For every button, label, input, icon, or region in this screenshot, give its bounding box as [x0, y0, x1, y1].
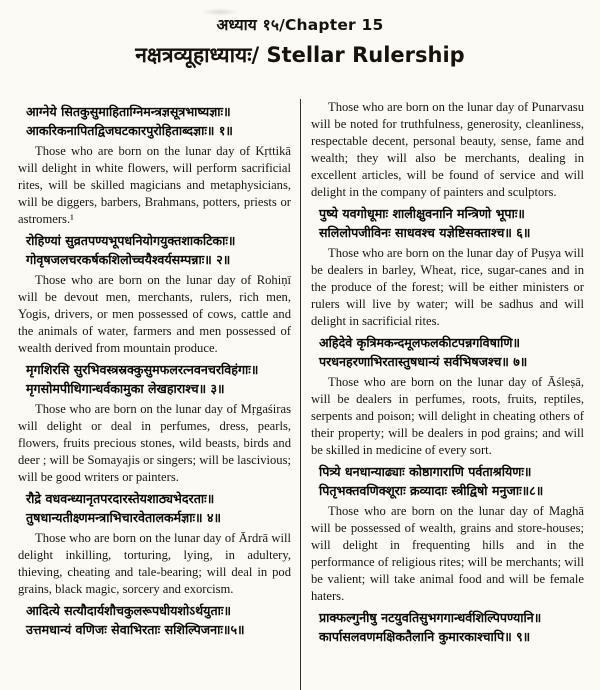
sanskrit-verse-block	[18, 601, 291, 639]
sanskrit-verse-line: रौद्रे वधवन्ध्यानृतपरदारस्तेयशाठ्यभेदरताः॥	[26, 491, 215, 506]
sanskrit-verse-block	[311, 204, 584, 242]
english-translation-paragraph: Those who are born on the lunar day of Mṛgaśiras will delight or deal in perfumes, dress, pearls, flowers, fruits precious stones, wild beasts, birds and deer ; will be Somayajis or singers; will be lascivious; will be good writers or painters.	[18, 402, 291, 484]
chapter-title-line: नक्षत्रव्यूहाध्यायः/ Stellar Rulership	[135, 43, 465, 67]
chapter-header	[0, 0, 600, 69]
right-column	[300, 99, 584, 690]
english-translation-paragraph: Those who are born on the lunar day of Punarvasu will be noted for truthfulness, generosity, cleanliness, respectable decent, personal beauty, sense, fame and wealth; they will also be merchants, dealing in excellent articles, will be found of service and will delight in the company of painters and sculptors.	[311, 100, 584, 199]
sanskrit-verse-line: तुषधान्यतीक्ष्णमन्त्राभिचारवेतालकर्मज्ञाः॥ ४॥	[26, 510, 222, 525]
sanskrit-verse-block	[18, 489, 291, 527]
sanskrit-verse-line: उत्तमधान्यं वणिजः सेवाभिरताः सशिल्पिजनाः॥५॥	[26, 622, 245, 637]
scan-smudge	[200, 8, 240, 16]
sanskrit-verse-block	[18, 102, 291, 140]
english-translation-paragraph: Those who are born on the lunar day of Maghā will be possessed of wealth, grains and store-houses; will delight in frequenting hills and in the performance of religious rites; will be merchants; will be valient; will take animal food and will be female haters.	[311, 504, 584, 603]
chapter-number-line: अध्याय १५/Chapter 15	[216, 16, 384, 34]
sanskrit-verse-block	[311, 608, 584, 646]
sanskrit-verse-line: पुष्ये यवगोधूमाः शालीक्षुवनानि मन्त्रिणो भूपाः॥	[319, 206, 525, 221]
sanskrit-verse-line: मृगशिरसि सुरभिवस्त्रस्रक्कुसुमफलरत्नवनचरविहंगाः॥	[26, 362, 259, 377]
sanskrit-verse-block	[311, 462, 584, 500]
sanskrit-verse-line: आकरिकनापितद्विजघटकारपुरोहिताब्दज्ञाः॥ १॥	[26, 123, 233, 138]
english-translation-paragraph: Those who are born on the lunar day of Rohiṇī will be devout men, merchants, rulers, rich men, Yogis, drivers, or men possessed of cows, cattle and the animals of water, farmers and men possessed of wealth derived from mountain produce.	[18, 273, 291, 355]
sanskrit-verse-block	[18, 231, 291, 269]
sanskrit-verse-line: गोवृषजलचरकर्षकशिलोच्चयैश्वर्यसम्पन्नाः॥ २॥	[26, 252, 231, 267]
sanskrit-verse-line: मृगसोमपीथिगान्धर्वकामुका लेखहाराश्च॥ ३॥	[26, 381, 225, 396]
left-column	[18, 99, 300, 690]
sanskrit-verse-line: कार्पासलवणमक्षिकतैलानि कुमारकाश्चापि॥ ९॥	[319, 629, 531, 644]
sanskrit-verse-line: रोहिण्यां सुव्रतपण्यभूपधनियोगयुक्तशाकटिकाः॥	[26, 233, 236, 248]
sanskrit-verse-line: अहिदेवे कृत्रिमकन्दमूलफलकीटपन्नगविषाणि॥	[319, 335, 521, 350]
sanskrit-verse-block	[18, 360, 291, 398]
sanskrit-verse-line: सलिलोपजीविनः साधवश्च यज्ञेष्टिसक्ताश्च॥ ६॥	[319, 225, 531, 240]
sanskrit-verse-line: परधनहरणाभिरतास्तुषधान्यं सर्वभिषजश्च॥ ७॥	[319, 354, 528, 369]
sanskrit-verse-line: पित्र्ये धनधान्याढ्याः कोष्ठागाराणि पर्वताश्रयिणः॥	[319, 464, 532, 479]
two-column-text	[0, 99, 600, 690]
sanskrit-verse-line: प्राक्फल्गुनीषु नटयुवतिसुभगगान्धर्वशिल्पिपण्यानि॥	[319, 610, 542, 625]
sanskrit-verse-block	[311, 333, 584, 371]
english-translation-paragraph: Those who are born on the lunar day of Kṛttikā will delight in white flowers, will perform sacrificial rites, will be skilled magicians and metaphysicians, will be diggers, barbers, Brahmans, potters, priests or astromers.¹	[18, 144, 291, 226]
english-translation-paragraph: Those who are born on the lunar day of Āśleṣā, will be dealers in perfumes, roots, fruits, reptiles, serpents and poison; will delight in cheating others of their property; will be dealers in pod grains; and will be skilled in medicine of every sort.	[311, 375, 584, 457]
sanskrit-verse-line: आग्नेये सितकुसुमाहिताग्निमन्त्रज्ञसूत्रभाष्यज्ञाः॥	[26, 104, 231, 119]
english-translation-paragraph: Those who are born on the lunar day of Puṣya will be dealers in barley, Wheat, rice, sugar-canes and in the produce of the forest; will be either ministers or rulers will live by water; will be sadhus and will delight in sacrificial rites.	[311, 246, 584, 328]
sanskrit-verse-line: आदित्ये सत्यौदार्यशौचकुलरूपधीयशोऽर्थयुताः॥	[26, 603, 232, 618]
sanskrit-verse-line: पितृभक्तवणिक्शूराः क्रव्यादाः स्त्रीद्विषो मनुजाः॥८॥	[319, 483, 544, 498]
english-translation-paragraph: Those who are born on the lunar day of Ārdrā will delight inkilling, torturing, lying, in adultery, thieving, cheating and tale-bearing; will deal in pod grains, black magic, sorcery and exorcism.	[18, 531, 291, 596]
